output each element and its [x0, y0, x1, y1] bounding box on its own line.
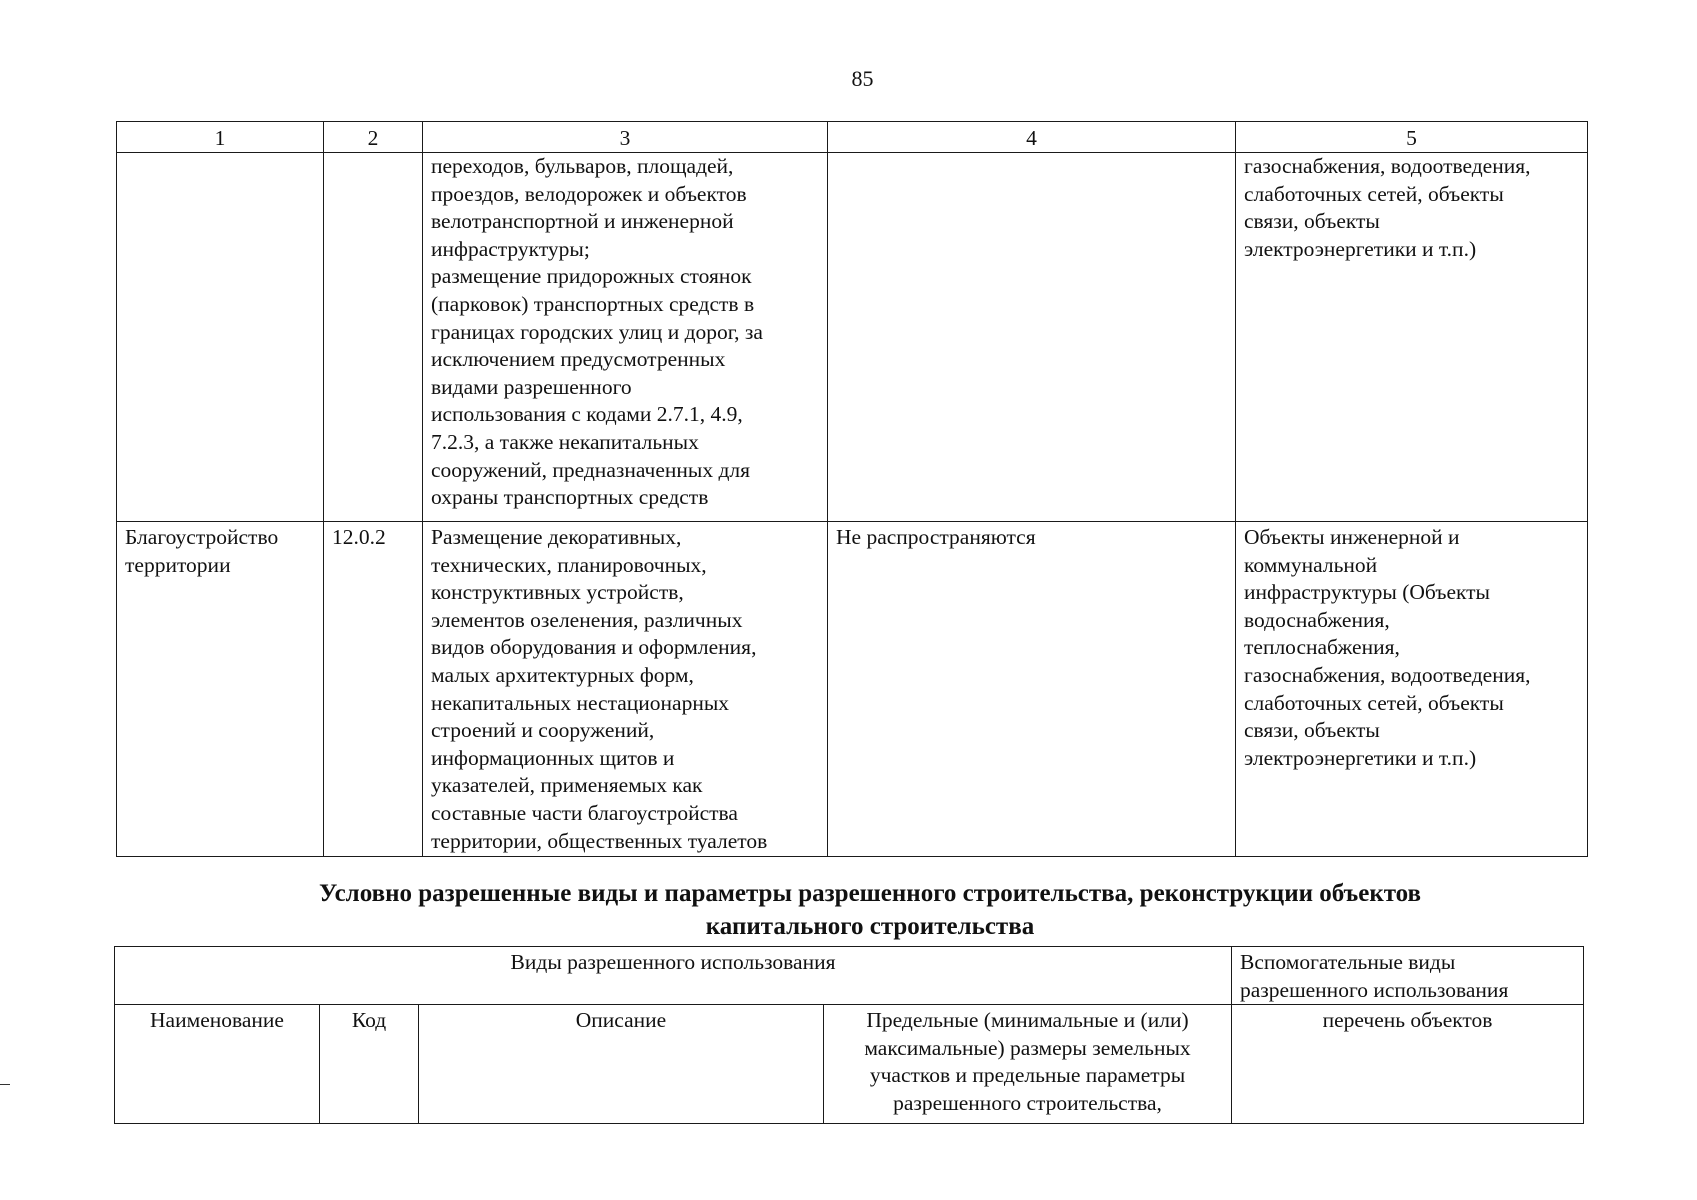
land-use-parameters	[828, 153, 1236, 522]
auxiliary-objects: Объекты инженерной и коммунальной инфраструктуры (Объекты водоснабжения, теплоснабжения, газоснабжения, водоотведения, слаботочных сетей, объекты связи, объекты электроэнергетики и т.п.)	[1236, 522, 1588, 857]
column-number: 4	[828, 122, 1236, 153]
table-group-header	[115, 947, 1584, 1005]
group-header-main: Виды разрешенного использования	[115, 947, 1232, 1005]
table-column-numbers	[117, 122, 1588, 153]
conditional-land-use-table	[114, 946, 1584, 1124]
table-row	[117, 153, 1588, 522]
column-number: 3	[423, 122, 828, 153]
land-use-code: 12.0.2	[324, 522, 423, 857]
table-row	[117, 522, 1588, 857]
column-number: 2	[324, 122, 423, 153]
column-header-auxiliary: перечень объектов	[1232, 1005, 1584, 1124]
table-column-header	[115, 1005, 1584, 1124]
column-number: 1	[117, 122, 324, 153]
auxiliary-objects: газоснабжения, водоотведения, слаботочных сетей, объекты связи, объекты электроэнергетики и т.п.)	[1236, 153, 1588, 522]
land-use-code	[324, 153, 423, 522]
column-header-description: Описание	[419, 1005, 824, 1124]
column-header-code: Код	[320, 1005, 419, 1124]
land-use-description: Размещение декоративных, технических, планировочных, конструктивных устройств, элементов озеленения, различных видов оборудования и оформления, малых архитектурных форм, некапитальных нестационарных строений и сооружений, информационных щитов и указателей, применяемых как составные части благоустройства территории, общественных туалетов	[423, 522, 828, 857]
land-use-description: переходов, бульваров, площадей, проездов, велодорожек и объектов велотранспортной и инженерной инфраструктуры; размещение придорожных стоянок (парковок) транспортных средств в границах городских улиц и дорог, за исключением предусмотренных видами разрешенного использования с кодами 2.7.1, 4.9, 7.2.3, а также некапитальных сооружений, предназначенных для охраны транспортных средств	[423, 153, 828, 522]
column-header-parameters: Предельные (минимальные и (или) максимальные) размеры земельных участков и предельные параметры разрешенного строительства,	[824, 1005, 1232, 1124]
land-use-table-continued	[116, 121, 1588, 857]
column-number: 5	[1236, 122, 1588, 153]
land-use-name	[117, 153, 324, 522]
scan-edge-mark	[0, 1084, 10, 1085]
land-use-name: Благоустройство территории	[117, 522, 324, 857]
column-header-name: Наименование	[115, 1005, 320, 1124]
page-number: 85	[851, 66, 874, 91]
section-title: Условно разрешенные виды и параметры разрешенного строительства, реконструкции объектов капитального строительства	[318, 880, 1422, 940]
group-header-auxiliary: Вспомогательные виды разрешенного использования	[1232, 947, 1584, 1005]
land-use-parameters: Не распространяются	[828, 522, 1236, 857]
